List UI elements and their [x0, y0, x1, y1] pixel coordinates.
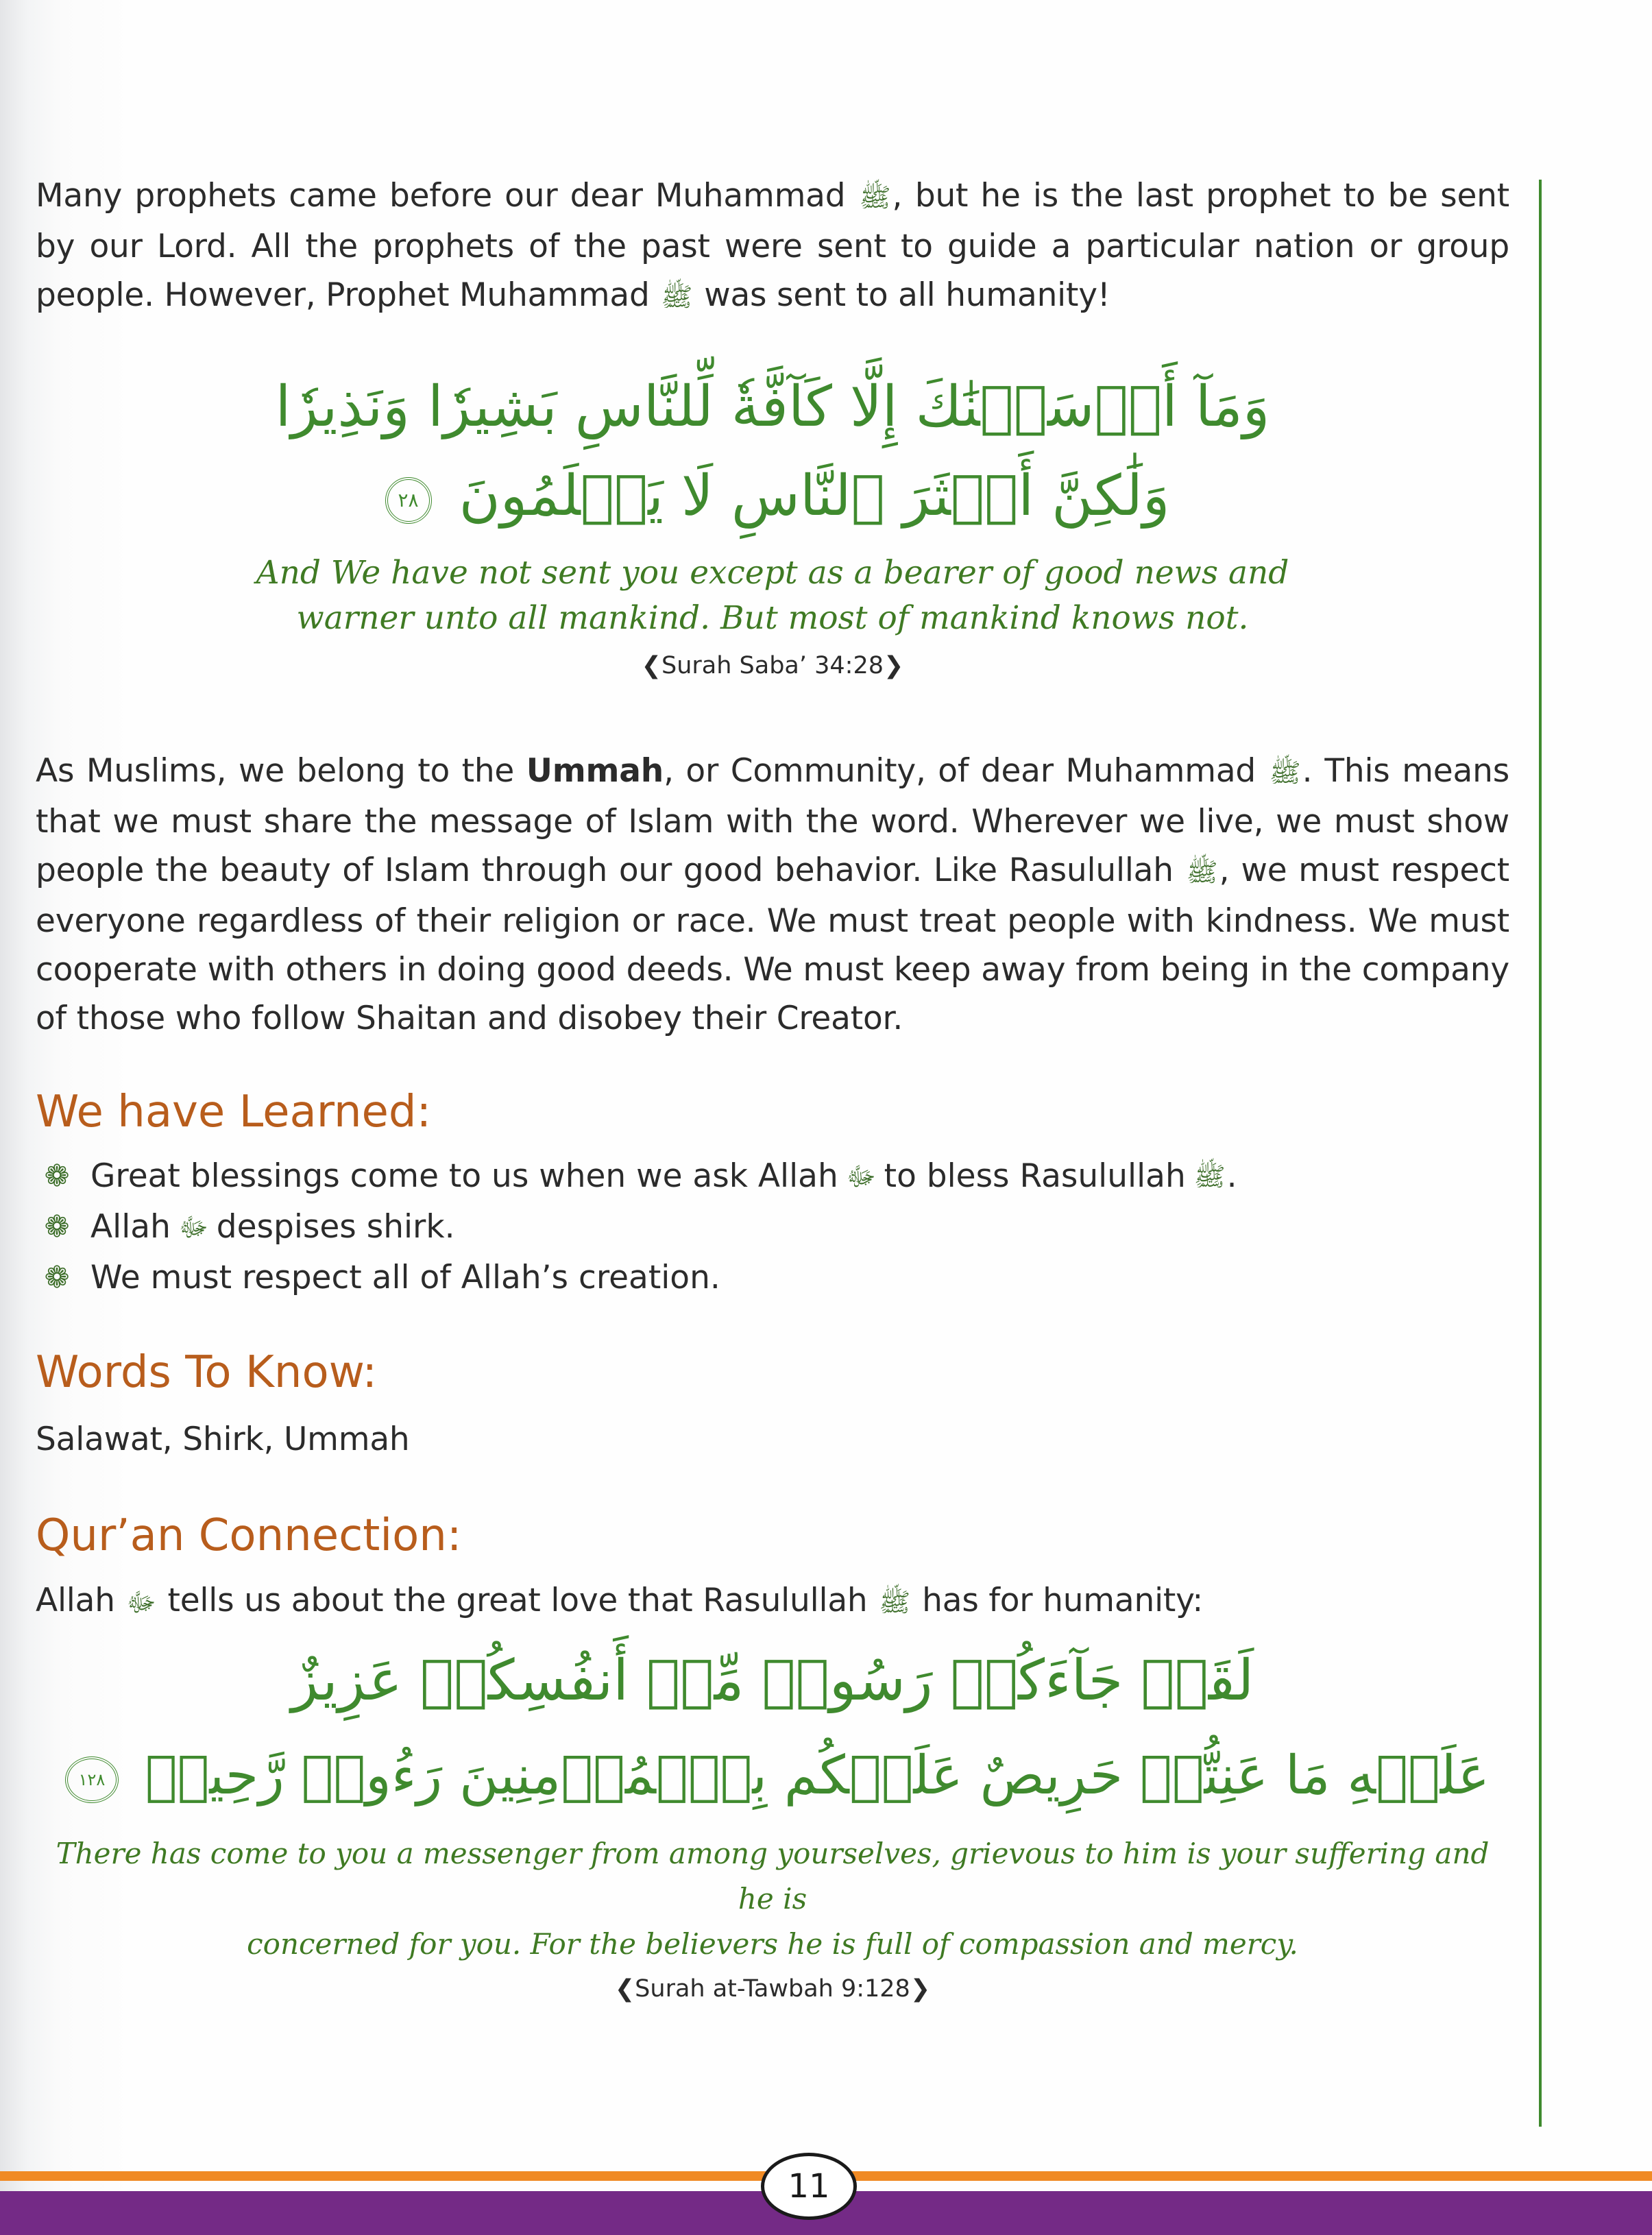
- pbuh-icon: ﷺ: [1186, 857, 1218, 887]
- swt-icon: ﷻ: [178, 1212, 208, 1243]
- intro-text-3: was sent to all humanity!: [704, 276, 1110, 314]
- qc-text-c: has for humanity:: [922, 1582, 1203, 1620]
- rosette-bullet-icon: ❁: [44, 1209, 70, 1245]
- learned-item2-text-b: despises shirk.: [216, 1208, 455, 1246]
- swt-icon: ﷻ: [846, 1161, 876, 1192]
- rosette-bullet-icon: ❁: [44, 1159, 70, 1194]
- ummah-term: Ummah: [526, 752, 664, 790]
- ummah-text-mid: , or Community, of dear Muhammad: [664, 752, 1256, 790]
- page-number: 11: [761, 2153, 857, 2220]
- learned-item3-text: We must respect all of Allah’s creation.: [90, 1259, 720, 1297]
- content: [36, 171, 1509, 2011]
- list-item: [36, 1202, 1509, 1253]
- verse2-arabic-line2: [36, 1728, 1509, 1823]
- verse2-translation-line1: There has come to you a messenger from among yourselves, grievous to him is your suffering and he is: [56, 1837, 1490, 1916]
- learned-list: [36, 1151, 1509, 1303]
- pbuh-icon: ﷺ: [879, 1587, 911, 1618]
- qc-text-a: Allah: [36, 1582, 115, 1620]
- swt-icon: ﷻ: [126, 1587, 156, 1618]
- list-item: [36, 1151, 1509, 1202]
- pbuh-icon: ﷺ: [661, 282, 693, 312]
- rosette-bullet-icon: ❁: [44, 1260, 70, 1296]
- quran-connection-intro: [36, 1576, 1509, 1627]
- ayah-number-badge: ٢٨: [385, 477, 432, 524]
- learned-heading: We have Learned:: [36, 1087, 432, 1137]
- intro-text-1: Many prophets came before our dear Muhammad: [36, 177, 846, 215]
- intro-paragraph: [36, 171, 1509, 322]
- verse1-translation-line1: And We have not sent you except as a bearer of good news and: [256, 554, 1289, 592]
- pbuh-icon: ﷺ: [1269, 758, 1301, 788]
- list-item: [36, 1253, 1509, 1303]
- words-heading: Words To Know:: [36, 1347, 377, 1399]
- learned-item1-text-b: to bless Rasulullah: [884, 1157, 1186, 1196]
- intro-text-2: , but he is the last prophet to be sent by our Lord. All the prophets of the past were sent to guide a particular nation or group people. However, Prophet Muhammad: [36, 177, 1509, 314]
- qc-text-b: tells us about the great love that Rasulullah: [167, 1582, 868, 1620]
- verse2-translation-line2: concerned for you. For the believers he is full of compassion and mercy.: [247, 1927, 1298, 1961]
- verse2-arabic-line1: لَقَدۡ جَآءَكُمۡ رَسُولٞ مِّنۡ أَنفُسِكُمۡ عَزِيزٌ: [291, 1648, 1254, 1714]
- ummah-paragraph: [36, 747, 1509, 1043]
- verse2-arabic-text: عَلَيۡهِ مَا عَنِتُّمۡ حَرِيصٌ عَلَيۡكُم بِٱلۡمُؤۡمِنِينَ رَءُوفٞ رَّحِيمٞ: [145, 1745, 1490, 1807]
- learned-item1-text-c: .: [1226, 1157, 1237, 1196]
- verse1-citation: ❮Surah Saba’ 34:28❯: [641, 652, 904, 679]
- verse1-arabic-line2: [36, 452, 1509, 541]
- ummah-text-lead: As Muslims, we belong to the: [36, 752, 515, 790]
- pbuh-icon: ﷺ: [859, 182, 891, 213]
- learned-item1-text-a: Great blessings come to us when we ask Allah: [90, 1157, 838, 1196]
- verse2-citation: ❮Surah at-Tawbah 9:128❯: [614, 1975, 931, 2003]
- vertical-divider: [1539, 180, 1542, 2127]
- verse1-translation-line2: warner unto all mankind. But most of mankind knows not.: [296, 599, 1249, 637]
- words-list: Salawat, Shirk, Ummah: [36, 1420, 410, 1458]
- quran-connection-heading: Qur’an Connection:: [36, 1510, 462, 1561]
- ummah-text-rest2: , we must respect everyone regardless of their religion or race. We must treat people with kindness. We must cooperate with others in doing good deeds. We must keep away from being in the company of those who follow Shaitan and disobey their Creator.: [36, 851, 1509, 1037]
- learned-item2-text-a: Allah: [90, 1208, 171, 1246]
- pbuh-icon: ﷺ: [1193, 1161, 1226, 1192]
- verse1-arabic-text: وَلَٰكِنَّ أَكۡثَرَ ٱلنَّاسِ لَا يَعۡلَمُونَ: [459, 463, 1170, 529]
- verse1-arabic-line1: وَمَآ أَرۡسَلۡنَٰكَ إِلَّا كَآفَّةٗ لِّلنَّاسِ بَشِيرٗا وَنَذِيرٗا: [275, 374, 1270, 439]
- ummah-text-rest1: . This means that we must share the message of Islam with the word. Wherever we live, we must show people the beauty of Islam through our good behavior. Like Rasulullah: [36, 752, 1509, 889]
- ayah-number-badge: ١٢٨: [65, 1756, 119, 1803]
